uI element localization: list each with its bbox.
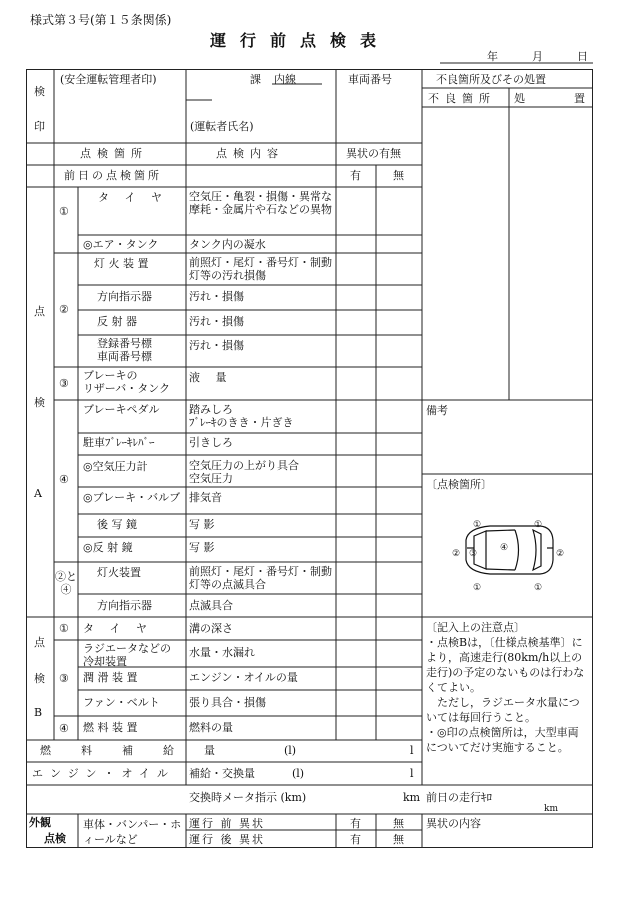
defect-action-label: 処 [514, 92, 525, 105]
date-year: 年 [487, 50, 498, 63]
content-turn-signal: 汚れ・損傷 [189, 290, 244, 303]
oil-sub: 補給・交換量 [189, 767, 255, 780]
row-num: ① [59, 205, 69, 218]
abnormal-content-label: 異状の内容 [426, 817, 481, 830]
content-plates: 汚れ・損傷 [189, 339, 244, 352]
place-air-gauge: ◎空気圧力計 [83, 460, 148, 473]
odometer-unit: km [403, 791, 421, 804]
group-b-label-2: 検 [34, 672, 45, 685]
defect-action-label-2: 置 [574, 92, 585, 105]
no-header: 無 [393, 169, 404, 182]
dept-value: 内線 [274, 73, 296, 86]
prev-day-label: 前日の点検箇所 [64, 169, 162, 182]
place-reflector: 反 射 器 [97, 315, 137, 328]
group-a-label-2: 検 [34, 396, 45, 409]
content-lubrication: エンジン・オイルの量 [189, 671, 298, 684]
place-brake-valve: ◎ブレーキ・バルブ [83, 491, 181, 504]
place-plates: 登録番号標 車両番号標 [97, 337, 152, 363]
place-radiator: ラジエータなどの 冷却装置 [83, 642, 171, 668]
place-header: 点検箇所 [80, 147, 148, 160]
inspector-col-1: 検 [34, 85, 45, 98]
defect-header: 不良箇所及びその処置 [436, 73, 546, 86]
odometer-label: 交換時メータ指示 (km) [189, 791, 307, 804]
row-num: ②と④ [55, 570, 77, 596]
yes-header: 有 [350, 169, 361, 182]
exterior-label-1: 外観 [29, 816, 51, 829]
diagram-label: ② [452, 549, 461, 559]
dept-prefix: 課 [250, 73, 261, 86]
content-tire: 空気圧・亀裂・損傷・異常な摩耗・金属片や石などの異物 [189, 190, 332, 216]
date-day: 日 [577, 50, 588, 63]
content-air-tank: タンク内の凝水 [189, 238, 266, 251]
after-no: 無 [393, 833, 404, 846]
place-reflect-mirror: ◎反 射 鏡 [83, 541, 133, 554]
diagram-label: ① [473, 583, 482, 593]
place-turn-signal: 方向指示器 [97, 290, 152, 303]
content-lights: 前照灯・尾灯・番号灯・制動灯等の汚れ損傷 [189, 256, 332, 282]
row-num: ③ [59, 377, 69, 390]
place-tire-b: タ イ ヤ [83, 622, 153, 635]
place-rear-mirror: 後 写 鏡 [97, 518, 137, 531]
diagram-label: ④ [500, 543, 509, 553]
content-reflect-mirror: 写 影 [189, 541, 215, 554]
notes-title: 〔記入上の注意点〕 [426, 621, 525, 634]
group-b-label-1: 点 [34, 636, 45, 649]
defect-place-label: 不良箇所 [428, 92, 496, 105]
oil-unit: l [410, 767, 414, 780]
vehicle-number-label: 車両番号 [348, 73, 392, 86]
remarks-label: 備考 [426, 404, 448, 417]
content-rear-mirror: 写 影 [189, 518, 215, 531]
fuel-unit: l [410, 744, 414, 757]
date-month: 月 [532, 50, 543, 63]
group-b-label-3: B [34, 706, 43, 719]
content-brake-pedal: 踏みしろ ﾌﾞﾚｰｷのきき・片ぎき [189, 403, 294, 429]
inspector-col-2: 印 [34, 120, 45, 133]
content-brake-valve: 排気音 [189, 491, 222, 504]
content-turn-signal-2: 点滅具合 [189, 599, 233, 612]
row-num: ③ [59, 672, 69, 685]
fuel-unit-paren: (l) [284, 744, 297, 757]
diagram-label: ① [473, 520, 482, 530]
notes-text: ・点検Bは，〔仕様点検基準〕により，高速走行(80km/h以上の走行)の予定のないものは行わなくてよい。 ただし，ラジエータ水量については毎回行うこと。 ・◎印の点検箇所は，大型車両についてだけ実施すること。 [426, 636, 585, 754]
prev-distance-label: 前日の走行ｷﾛ [426, 791, 492, 804]
abnormal-header: 異状の有無 [346, 147, 401, 160]
content-brake-reservoir: 液 量 [189, 371, 233, 384]
place-fuel-system: 燃 料 装 置 [83, 721, 138, 734]
row-num: ④ [59, 473, 69, 486]
diagram-label: ③ [469, 549, 478, 559]
after-trip-label: 運行 後 異状 [189, 833, 265, 846]
content-parking-brake: 引きしろ [189, 436, 233, 449]
before-no: 無 [393, 817, 404, 830]
page-title: 運行前点検表 [210, 31, 391, 50]
content-tire-b: 溝の深さ [189, 622, 233, 635]
place-parking-brake: 駐車ﾌﾞﾚｰｷﾚﾊﾞｰ [83, 436, 155, 449]
row-num: ④ [59, 722, 69, 735]
content-fuel-system: 燃料の量 [189, 721, 233, 734]
row-num: ② [59, 303, 69, 316]
fuel-label: 燃料補給量 [40, 744, 245, 757]
place-brake-pedal: ブレーキペダル [83, 403, 160, 416]
place-tire: タ イ ヤ [98, 191, 168, 204]
manager-seal-label: (安全運転管理者印) [60, 73, 157, 86]
diagram-label: ② [556, 549, 565, 559]
exterior-label-2: 点検 [44, 832, 66, 845]
diagram-label: ① [534, 520, 543, 530]
row-num: ① [59, 622, 69, 635]
group-a-label-1: 点 [34, 305, 45, 318]
oil-unit-paren: (l) [292, 767, 305, 780]
before-trip-label: 運行 前 異状 [189, 817, 265, 830]
after-yes: 有 [350, 833, 361, 846]
prev-distance-unit: km [544, 804, 558, 814]
content-header: 点検内容 [216, 147, 284, 160]
exterior-items: 車体・バンパー・ホィールなど [83, 818, 182, 846]
diagram-label: ① [534, 583, 543, 593]
content-air-gauge: 空気圧力の上がり具合 空気圧力 [189, 459, 299, 485]
place-lubrication: 潤 滑 装 置 [83, 671, 138, 684]
content-fan-belt: 張り具合・損傷 [189, 696, 266, 709]
place-fan-belt: ファン・ベルト [83, 696, 160, 709]
driver-name-label: (運転者氏名) [190, 120, 254, 133]
content-lights-2: 前照灯・尾灯・番号灯・制動灯等の点滅具合 [189, 565, 332, 591]
oil-label: エンジン・オイル [32, 767, 175, 780]
group-a-label-3: A [34, 487, 42, 500]
content-reflector: 汚れ・損傷 [189, 315, 244, 328]
form-number: 様式第３号(第１５条関係) [30, 13, 172, 27]
place-air-tank: ◎エア・タンク [83, 238, 159, 251]
place-lights: 灯 火 装 置 [94, 257, 149, 270]
content-radiator: 水量・水漏れ [189, 646, 255, 659]
place-turn-signal-2: 方向指示器 [97, 599, 152, 612]
place-brake-reservoir: ブレーキの リザーバ・タンク [83, 369, 171, 395]
place-lights-2: 灯火装置 [97, 566, 141, 579]
before-yes: 有 [350, 817, 361, 830]
points-title: 〔点検箇所〕 [426, 478, 492, 491]
